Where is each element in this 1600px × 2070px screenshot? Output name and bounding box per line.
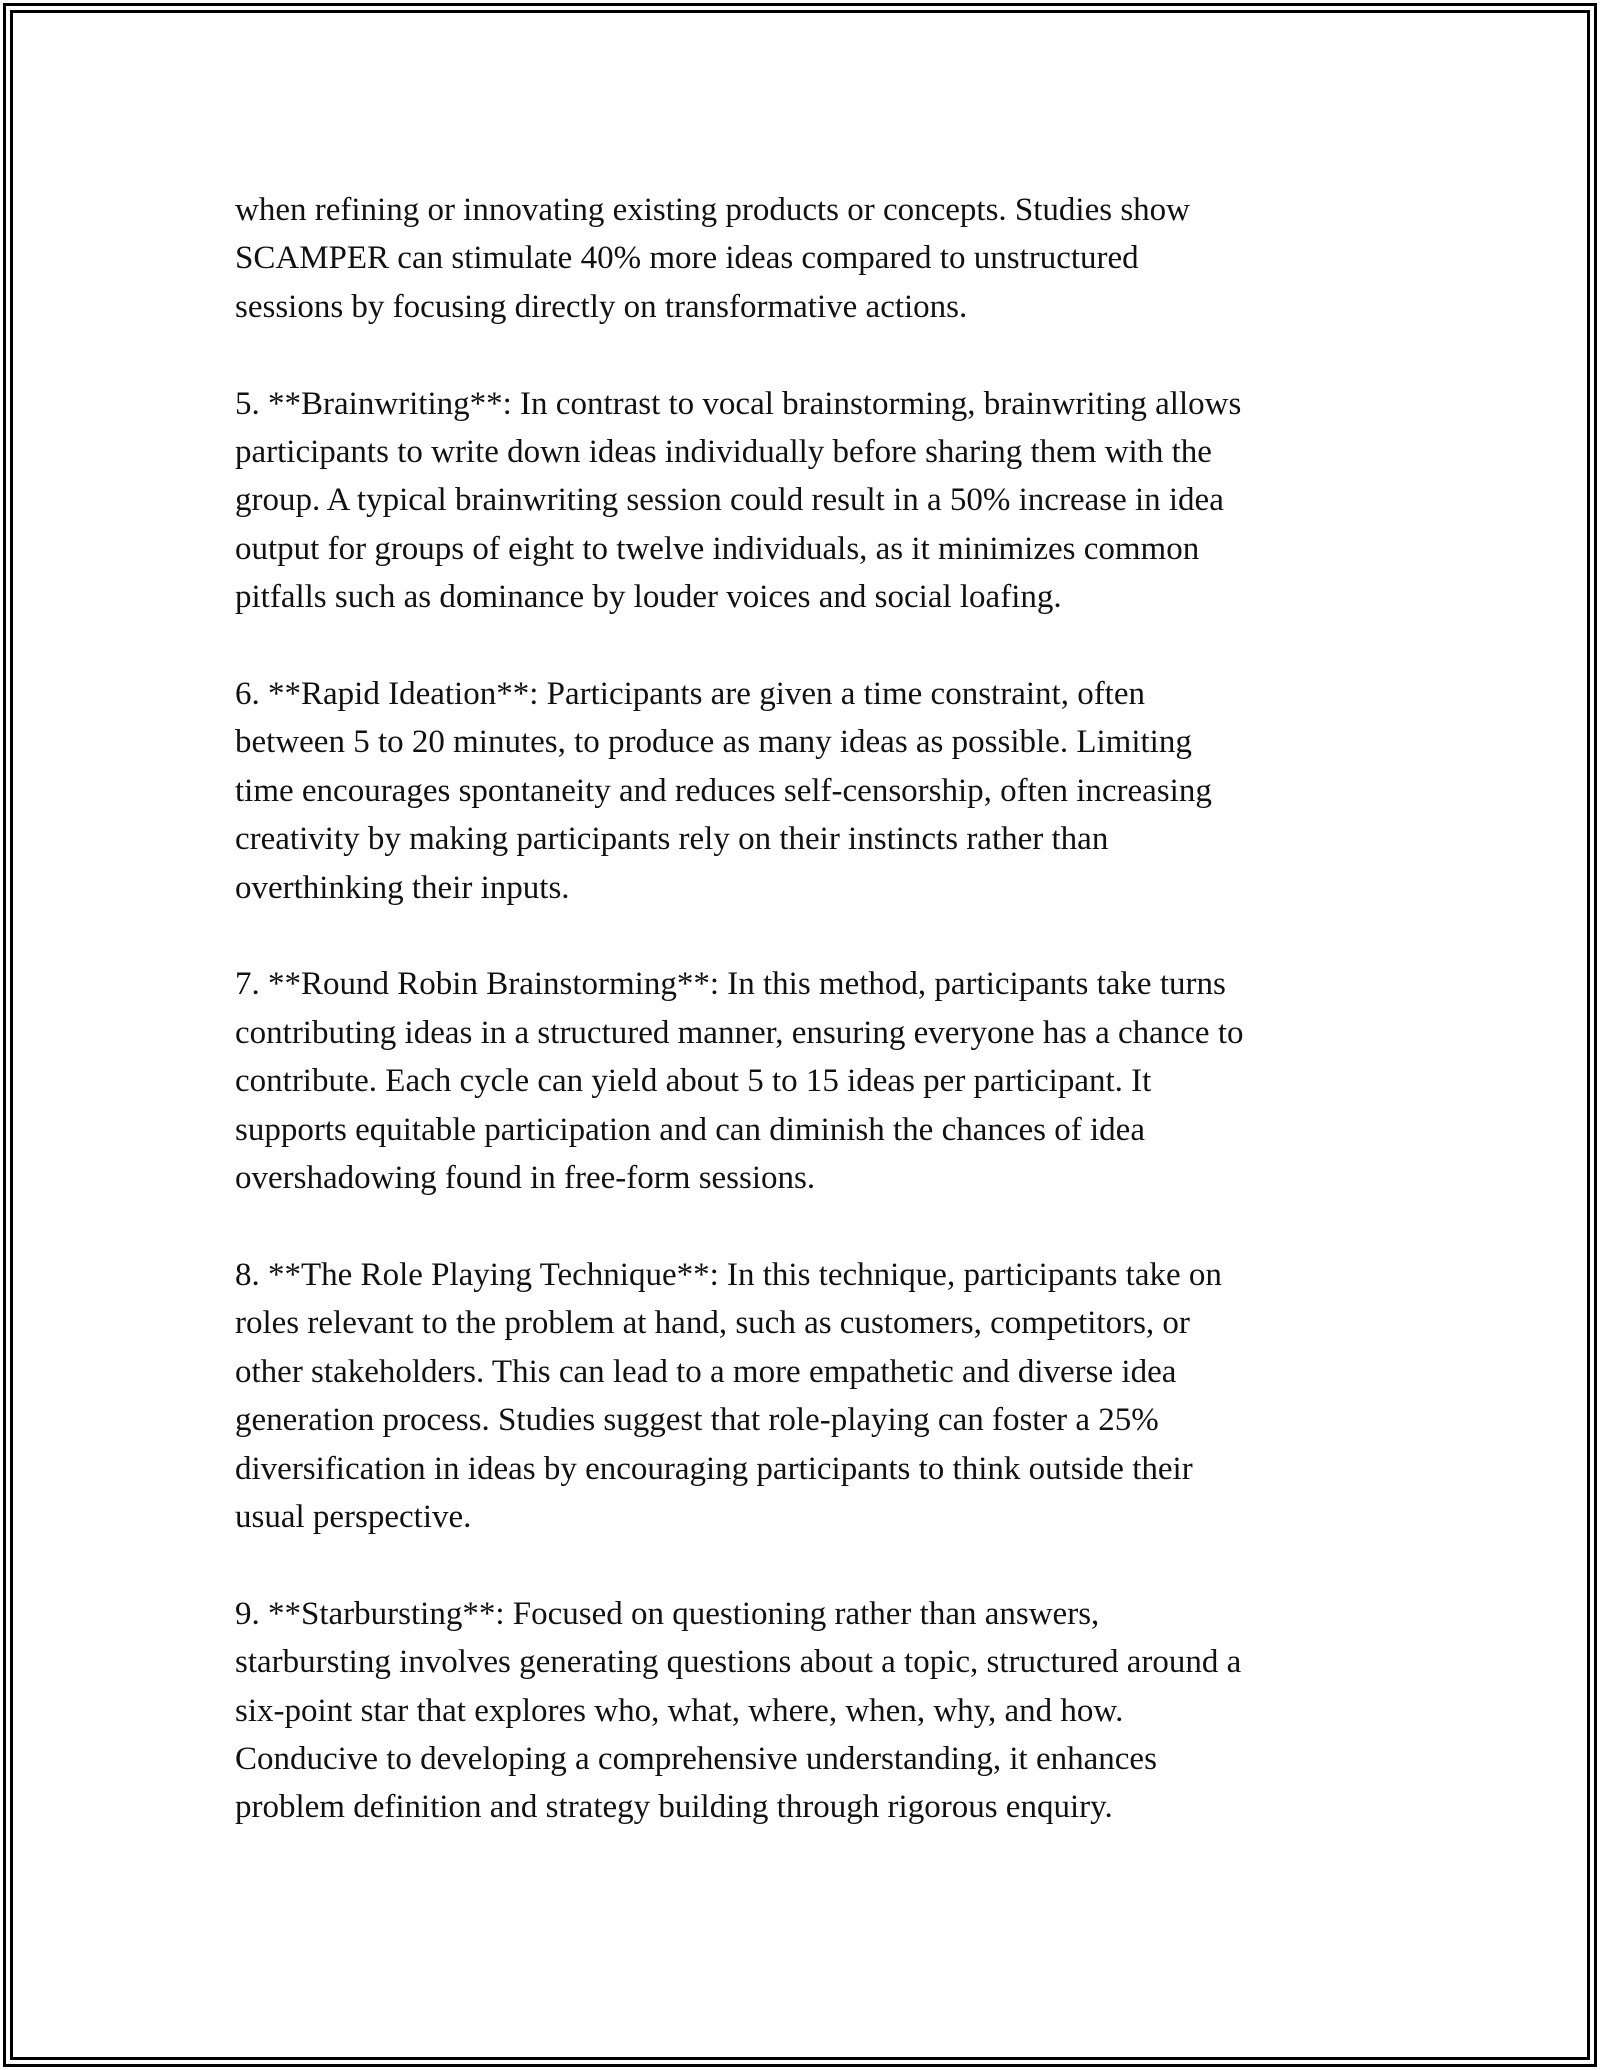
text-line: SCAMPER can stimulate 40% more ideas compared to unstructured (235, 240, 1139, 277)
text-line: sessions by focusing directly on transformative actions. (235, 288, 968, 325)
text-line: other stakeholders. This can lead to a more empathetic and diverse idea (235, 1353, 1177, 1390)
text-line: group. A typical brainwriting session could result in a 50% increase in idea (235, 482, 1224, 519)
text-line: participants to write down ideas individually before sharing them with the (235, 434, 1212, 471)
text-line: 5. **Brainwriting**: In contrast to vocal brainstorming, brainwriting allows (235, 385, 1242, 422)
paragraph-scamper-continued (235, 186, 1375, 331)
text-line: supports equitable participation and can diminish the chances of idea (235, 1111, 1145, 1148)
document-body (235, 186, 1375, 1880)
paragraph-role-playing (235, 1251, 1375, 1541)
text-line: 7. **Round Robin Brainstorming**: In this method, participants take turns (235, 966, 1226, 1003)
text-line: six-point star that explores who, what, where, when, why, and how. (235, 1692, 1124, 1729)
text-line: output for groups of eight to twelve individuals, as it minimizes common (235, 530, 1200, 567)
text-line: starbursting involves generating questions about a topic, structured around a (235, 1644, 1242, 1681)
text-line: pitfalls such as dominance by louder voices and social loafing. (235, 579, 1062, 616)
text-line: overshadowing found in free-form sessions. (235, 1160, 816, 1197)
paragraph-round-robin (235, 960, 1375, 1202)
text-line: Conducive to developing a comprehensive understanding, it enhances (235, 1740, 1157, 1777)
paragraph-rapid-ideation (235, 670, 1375, 912)
text-line: problem definition and strategy building through rigorous enquiry. (235, 1789, 1113, 1826)
paragraph-starbursting (235, 1590, 1375, 1832)
text-line: roles relevant to the problem at hand, such as customers, competitors, or (235, 1305, 1190, 1342)
text-line: usual perspective. (235, 1498, 472, 1535)
paragraph-brainwriting (235, 380, 1375, 622)
text-line: overthinking their inputs. (235, 869, 570, 906)
text-line: contributing ideas in a structured manner, ensuring everyone has a chance to (235, 1014, 1244, 1051)
text-line: time encourages spontaneity and reduces self-censorship, often increasing (235, 772, 1212, 809)
text-line: contribute. Each cycle can yield about 5 to 15 ideas per participant. It (235, 1063, 1152, 1100)
text-line: 9. **Starbursting**: Focused on questioning rather than answers, (235, 1595, 1100, 1632)
text-line: when refining or innovating existing products or concepts. Studies show (235, 192, 1191, 228)
text-line: 6. **Rapid Ideation**: Participants are given a time constraint, often (235, 676, 1145, 713)
text-line: generation process. Studies suggest that role-playing can foster a 25% (235, 1402, 1159, 1439)
text-line: 8. **The Role Playing Technique**: In this technique, participants take on (235, 1256, 1222, 1293)
text-line: creativity by making participants rely on their instincts rather than (235, 821, 1109, 858)
text-line: between 5 to 20 minutes, to produce as many ideas as possible. Limiting (235, 724, 1192, 761)
text-line: diversification in ideas by encouraging participants to think outside their (235, 1450, 1193, 1487)
